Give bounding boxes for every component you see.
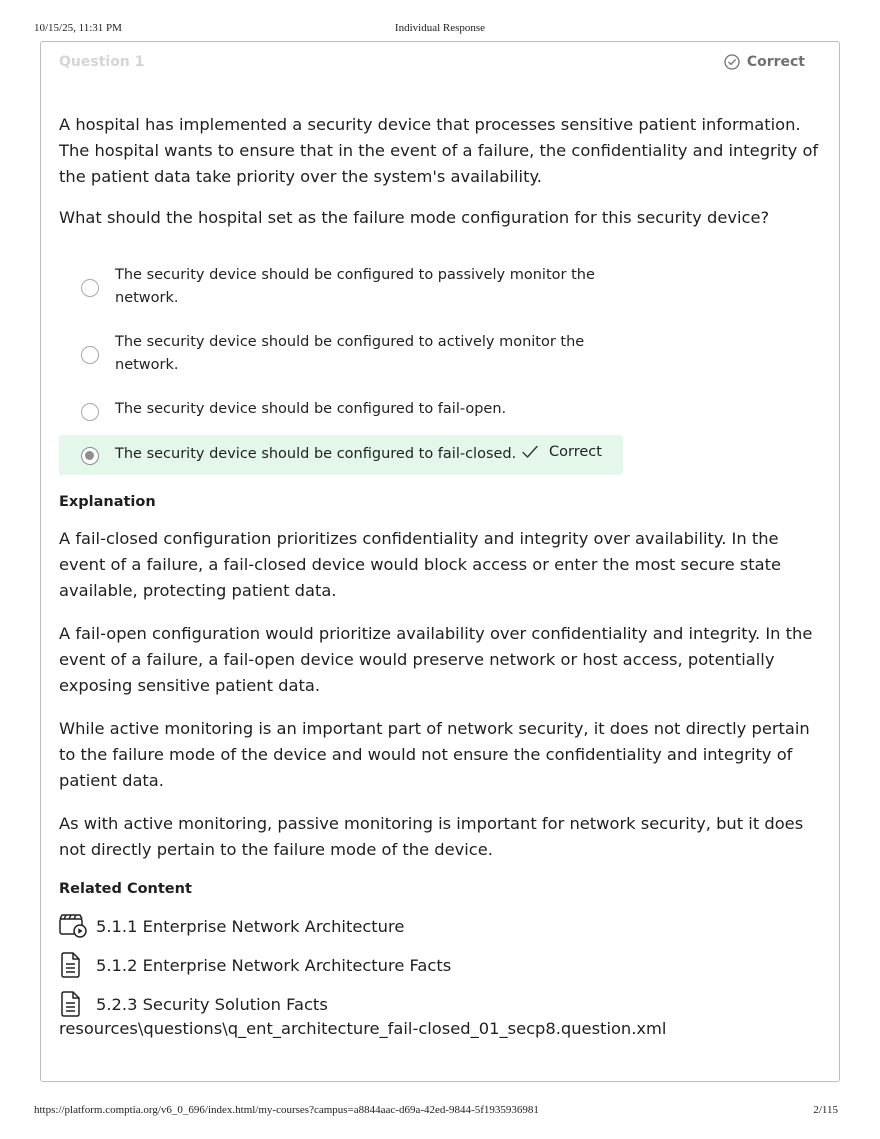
related-item-label: 5.2.3 Security Solution Facts [96, 994, 328, 1014]
print-url: https://platform.comptia.org/v6_0_696/index.html/my-courses?campus=a8844aac-d69a-42ed-9844-5f1935936981 [34, 1104, 539, 1116]
checkmark-icon [521, 444, 539, 460]
question-prompt: What should the hospital set as the failure mode configuration for this security device? [59, 208, 770, 227]
related-item-enterprise-network-architecture[interactable] [59, 912, 404, 940]
correct-feedback-label: Correct [549, 444, 602, 460]
radio-button[interactable] [81, 403, 99, 421]
question-status [724, 54, 805, 70]
answer-choice-text: The security device should be configured to passively monitor the network. [115, 267, 595, 306]
question-header [59, 54, 805, 74]
related-item-enterprise-network-architecture-facts[interactable] [59, 951, 451, 979]
question-stem: A hospital has implemented a security device that processes sensitive patient information. The hospital wants to ensure that in the event of a failure, the confidentiality and integrity of the patient data take priority over the system's availability. [59, 115, 819, 186]
question-card [40, 41, 840, 1082]
print-datetime: 10/15/25, 11:31 PM [34, 22, 122, 34]
print-page-number: 2/115 [813, 1104, 838, 1116]
explanation-paragraph: A fail-closed configuration prioritizes confidentiality and integrity over availability. In the event of a failure, a fail-closed device would block access or enter the most secure state available, protecting patient data. [59, 529, 782, 600]
question-source-path: resources\questions\q_ent_architecture_fail-closed_01_secp8.question.xml [59, 1019, 667, 1038]
question-status-label: Correct [746, 54, 805, 70]
answer-choice[interactable] [59, 263, 623, 313]
explanation-body [59, 526, 825, 880]
radio-button[interactable] [81, 279, 99, 297]
print-title: Individual Response [394, 22, 486, 34]
answer-choice-text: The security device should be configured to fail-open. [115, 401, 507, 417]
related-item-label: 5.1.2 Enterprise Network Architecture Facts [96, 955, 452, 975]
radio-button[interactable] [81, 346, 99, 364]
answer-choice[interactable] [59, 330, 623, 380]
explanation-paragraph: A fail-open configuration would prioritize availability over confidentiality and integrity. In the event of a failure, a fail-open device would preserve network or host access, potentially exposing sensitive patient data. [59, 624, 813, 695]
video-icon [59, 912, 89, 940]
related-content-heading: Related Content [59, 881, 192, 897]
question-number: Question 1 [59, 54, 145, 70]
answer-choice-text: The security device should be configured to fail-closed. [115, 446, 517, 462]
document-icon [59, 990, 89, 1018]
print-header [34, 22, 846, 36]
related-item-security-solution-facts[interactable] [59, 990, 328, 1018]
correct-feedback [521, 444, 602, 460]
explanation-paragraph: While active monitoring is an important part of network security, it does not directly pertain to the failure mode of the device and would not ensure the confidentiality and integrity of patient data. [59, 719, 810, 790]
explanation-heading: Explanation [59, 494, 156, 510]
related-item-label: 5.1.1 Enterprise Network Architecture [96, 916, 405, 936]
print-footer [34, 1104, 846, 1118]
document-icon [59, 951, 89, 979]
answer-choice-text: The security device should be configured to actively monitor the network. [115, 334, 585, 373]
answer-choice-selected[interactable] [59, 435, 623, 475]
answer-choice[interactable] [59, 397, 623, 425]
explanation-paragraph: As with active monitoring, passive monitoring is important for network security, but it does not directly pertain to the failure mode of the device. [59, 814, 804, 859]
radio-button-selected[interactable] [81, 447, 99, 465]
check-circle-icon [724, 54, 740, 70]
